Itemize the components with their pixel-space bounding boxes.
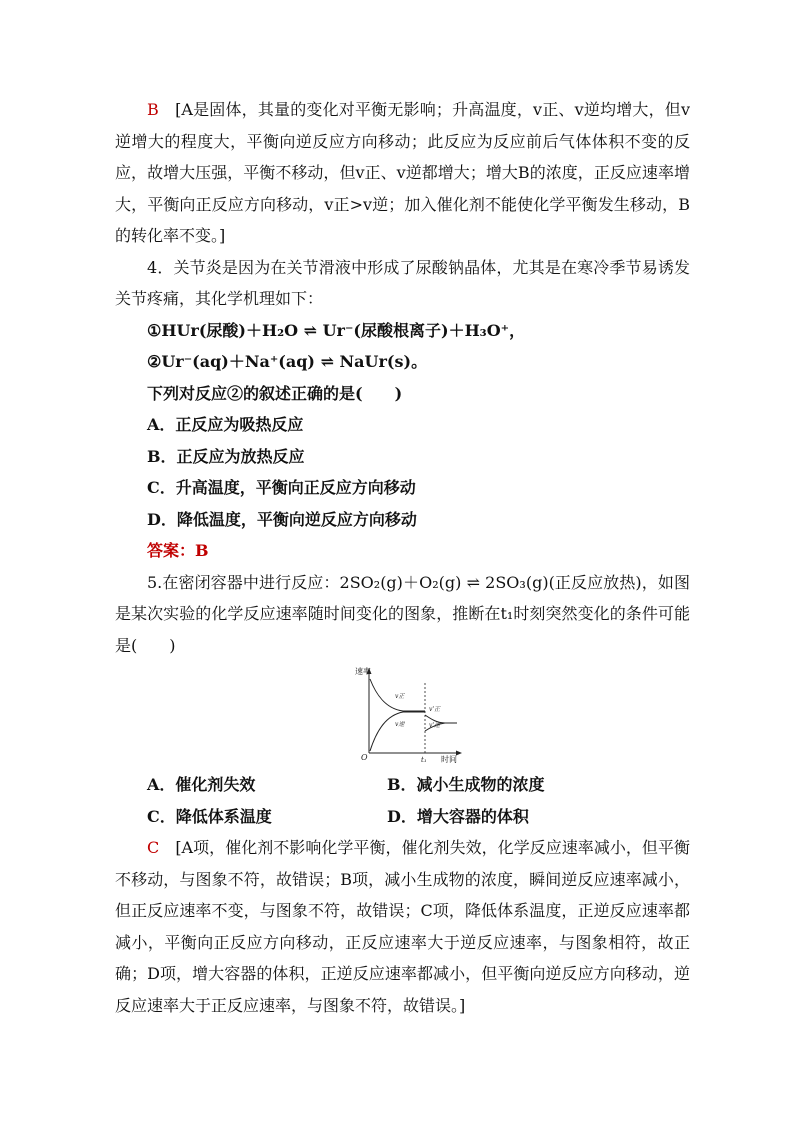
v-reverse-prime-label: v'逆 <box>429 722 441 729</box>
document-page <box>115 94 690 1021</box>
q5-option-a: A．催化剂失效 <box>147 775 256 794</box>
y-axis-label: 速率 <box>355 667 371 676</box>
x-axis-label: 时间 <box>441 755 457 763</box>
q5-options-row-2 <box>115 801 690 833</box>
q5-figure-wrap <box>115 665 690 765</box>
q5-stem: 5.在密闭容器中进行反应：2SO₂(g)＋O₂(g) ⇌ 2SO₃(g)(正反应放热)，如图是某次实验的化学反应速率随时间变化的图象，推断在t₁时刻突然变化的条件可能是( ) <box>115 572 690 655</box>
q4-answer <box>115 535 690 567</box>
t1-label: t₁ <box>421 756 427 763</box>
q4-option-b: B．正反应为放热反应 <box>147 446 305 466</box>
q5-solution <box>115 832 690 1021</box>
q5-explanation: [A项，催化剂不影响化学平衡，催化剂失效，化学反应速率减小，但平衡不移动，与图象不符，故错误；B项，减小生成物的浓度，瞬间逆反应速率减小，但正反应速率不变，与图象不符，故错误；C项，降低体系温度，正逆反应速率都减小，平衡向正反应方向移动，正反应速率大于逆反应速率，与图象相符，故正确；D项，增大容器的体积，正逆反应速率都减小，但平衡向逆反应方向移动，逆反应速率大于正反应速率，与图象不符，故错误。] <box>115 838 690 1015</box>
q4-option-a: A．正反应为吸热反应 <box>147 415 304 434</box>
q3-solution <box>115 94 690 252</box>
q3-explanation: [A是固体，其量的变化对平衡无影响；升高温度，v正、v逆均增大，但v逆增大的程度大，平衡向逆反应方向移动；此反应为反应前后气体体积不变的反应，故增大压强，平衡不移动，但v正、v逆都增大；增大B的浓度，正反应速率增大，平衡向正反应方向移动，v正>v逆；加入催化剂不能使化学平衡发生移动，B的转化率不变。] <box>115 100 690 245</box>
origin-label: O <box>361 753 368 762</box>
q5-option-b: B．减小生成物的浓度 <box>387 775 545 794</box>
v-forward-label: v正 <box>395 693 405 700</box>
q5-options-row-1 <box>115 769 690 801</box>
v-reverse-curve <box>370 712 425 751</box>
q4-option-c: C．升高温度，平衡向正反应方向移动 <box>147 478 416 497</box>
rate-time-graph <box>355 665 465 763</box>
q4-equation-1: ①HUr(尿酸)＋H₂O ⇌ Ur⁻(尿酸根离子)＋H₃O⁺， <box>147 320 526 340</box>
v-reverse-label: v逆 <box>395 721 405 728</box>
q3-answer-letter: B <box>147 100 159 119</box>
v-forward-prime-label: v'正 <box>429 706 441 713</box>
q4-stem: 4．关节炎是因为在关节滑液中形成了尿酸钠晶体，尤其是在寒冷季节易诱发关节疼痛，其化学机理如下： <box>115 257 690 308</box>
q5-option-d: D．增大容器的体积 <box>387 806 529 826</box>
q4-answer-value: B <box>195 541 209 560</box>
q4-question: 下列对反应②的叙述正确的是( ) <box>147 383 403 403</box>
q5-option-c: C．降低体系温度 <box>147 806 272 826</box>
q5-answer-letter: C <box>147 838 160 857</box>
q4-answer-label: 答案： <box>147 541 196 560</box>
q4-option-d: D．降低温度，平衡向逆反应方向移动 <box>147 509 417 529</box>
q4-equation-2: ②Ur⁻(aq)＋Na⁺(aq) ⇌ NaUr(s)。 <box>147 352 428 371</box>
